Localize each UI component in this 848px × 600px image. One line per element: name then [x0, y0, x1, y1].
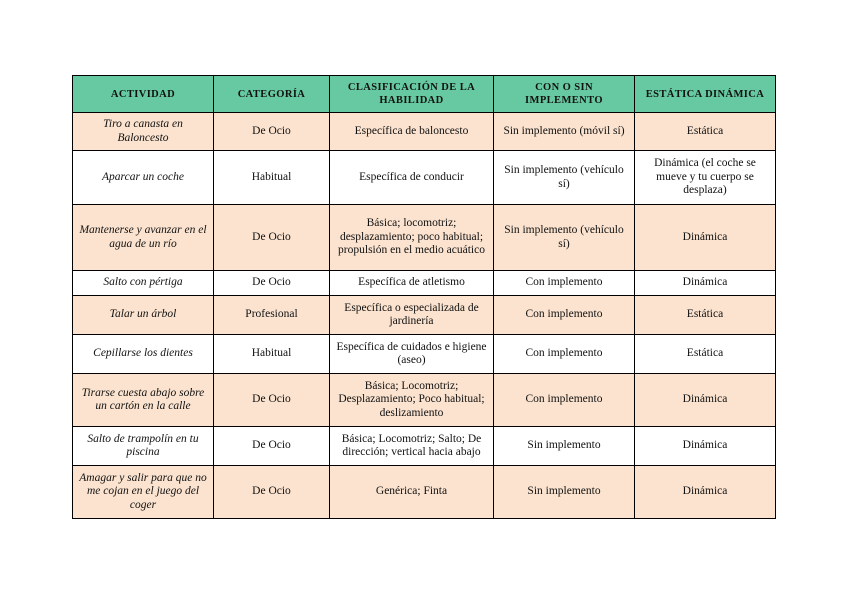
- cell-categoria: De Ocio: [214, 466, 330, 519]
- cell-clasificacion: Básica; Locomotriz; Desplazamiento; Poco habitual; deslizamiento: [330, 374, 494, 427]
- cell-implemento: Con implemento: [494, 271, 635, 296]
- cell-actividad: Mantenerse y avanzar en el agua de un río: [73, 205, 214, 271]
- cell-implemento: Con implemento: [494, 374, 635, 427]
- table-row: [73, 113, 776, 151]
- cell-actividad: Salto con pértiga: [73, 271, 214, 296]
- cell-actividad: Cepillarse los dientes: [73, 335, 214, 374]
- table-row: [73, 374, 776, 427]
- cell-clasificacion: Específica de atletismo: [330, 271, 494, 296]
- cell-actividad: Tiro a canasta en Baloncesto: [73, 113, 214, 151]
- cell-clasificacion: Básica; locomotriz; desplazamiento; poco habitual; propulsión en el medio acuático: [330, 205, 494, 271]
- header-implemento: CON O SIN IMPLEMENTO: [494, 76, 635, 113]
- cell-estatica-dinamica: Dinámica: [635, 205, 776, 271]
- table-row: [73, 271, 776, 296]
- cell-implemento: Sin implemento (vehículo sí): [494, 205, 635, 271]
- cell-implemento: Sin implemento (móvil sí): [494, 113, 635, 151]
- cell-categoria: De Ocio: [214, 271, 330, 296]
- cell-actividad: Amagar y salir para que no me cojan en el juego del coger: [73, 466, 214, 519]
- cell-estatica-dinamica: Dinámica: [635, 466, 776, 519]
- cell-estatica-dinamica: Estática: [635, 296, 776, 335]
- cell-clasificacion: Específica o especializada de jardinería: [330, 296, 494, 335]
- cell-implemento: Sin implemento: [494, 427, 635, 466]
- cell-estatica-dinamica: Dinámica: [635, 427, 776, 466]
- header-row: [73, 76, 776, 113]
- cell-actividad: Salto de trampolín en tu piscina: [73, 427, 214, 466]
- cell-implemento: Sin implemento: [494, 466, 635, 519]
- cell-categoria: De Ocio: [214, 205, 330, 271]
- cell-implemento: Con implemento: [494, 335, 635, 374]
- cell-categoria: Profesional: [214, 296, 330, 335]
- cell-clasificacion: Específica de cuidados e higiene (aseo): [330, 335, 494, 374]
- cell-estatica-dinamica: Dinámica: [635, 271, 776, 296]
- activities-table: [72, 75, 776, 519]
- cell-categoria: De Ocio: [214, 374, 330, 427]
- table-row: [73, 205, 776, 271]
- header-clasificacion: CLASIFICACIÓN DE LA HABILIDAD: [330, 76, 494, 113]
- cell-categoria: De Ocio: [214, 113, 330, 151]
- header-actividad: ACTIVIDAD: [73, 76, 214, 113]
- cell-clasificacion: Básica; Locomotriz; Salto; De dirección; vertical hacia abajo: [330, 427, 494, 466]
- header-estatica-dinamica: ESTÁTICA DINÁMICA: [635, 76, 776, 113]
- header-categoria: CATEGORÍA: [214, 76, 330, 113]
- cell-clasificacion: Específica de baloncesto: [330, 113, 494, 151]
- cell-estatica-dinamica: Estática: [635, 113, 776, 151]
- table-row: [73, 296, 776, 335]
- cell-clasificacion: Genérica; Finta: [330, 466, 494, 519]
- cell-actividad: Talar un árbol: [73, 296, 214, 335]
- cell-estatica-dinamica: Dinámica (el coche se mueve y tu cuerpo se desplaza): [635, 151, 776, 205]
- cell-clasificacion: Específica de conducir: [330, 151, 494, 205]
- cell-implemento: Con implemento: [494, 296, 635, 335]
- table-row: [73, 466, 776, 519]
- table-row: [73, 151, 776, 205]
- cell-implemento: Sin implemento (vehículo sí): [494, 151, 635, 205]
- table-row: [73, 335, 776, 374]
- cell-categoria: Habitual: [214, 335, 330, 374]
- cell-actividad: Aparcar un coche: [73, 151, 214, 205]
- cell-estatica-dinamica: Dinámica: [635, 374, 776, 427]
- cell-categoria: Habitual: [214, 151, 330, 205]
- cell-actividad: Tirarse cuesta abajo sobre un cartón en la calle: [73, 374, 214, 427]
- cell-categoria: De Ocio: [214, 427, 330, 466]
- cell-estatica-dinamica: Estática: [635, 335, 776, 374]
- table-row: [73, 427, 776, 466]
